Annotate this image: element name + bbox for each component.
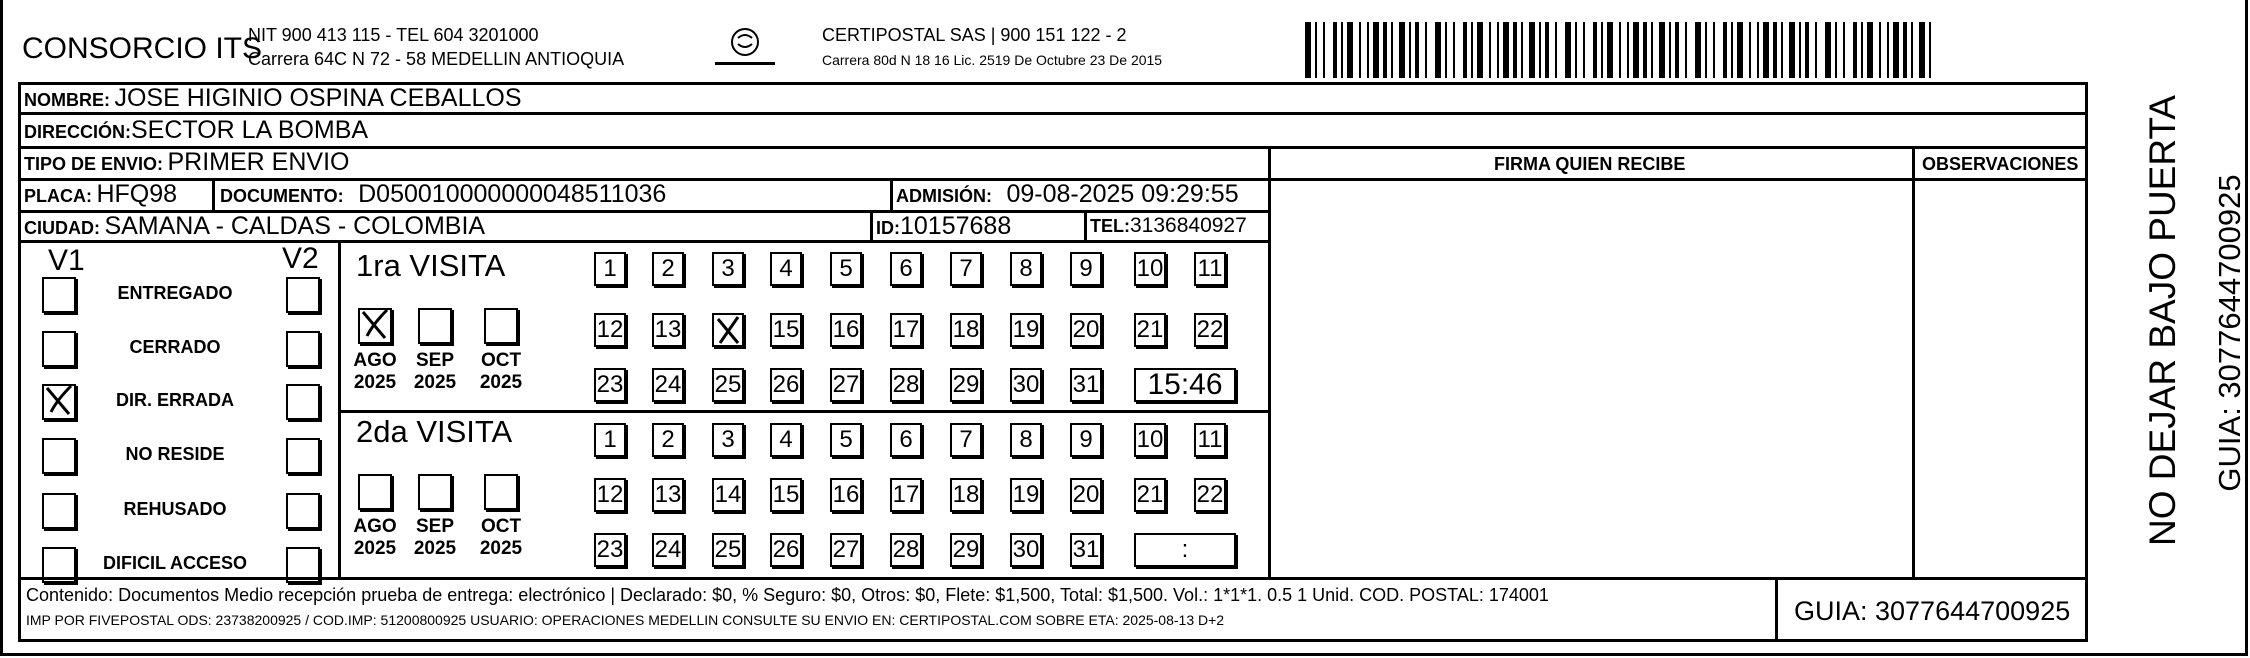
recipient-name: JOSE HIGINIO OSPINA CEBALLOS — [114, 84, 522, 112]
barcode-bar — [1675, 22, 1679, 78]
status-label: DIR. ERRADA — [115, 390, 234, 410]
barcode-bar — [1323, 22, 1325, 78]
visit1-day-box: 2 — [652, 252, 684, 286]
barcode-bar — [1893, 22, 1899, 78]
visit1-day-box: 21 — [1134, 313, 1166, 347]
visit1-day-box: 1 — [594, 252, 626, 286]
visit2-day-box: 8 — [1010, 423, 1042, 457]
v2-header: V2 — [282, 242, 319, 275]
barcode-bar — [1383, 22, 1387, 78]
visit2-day-box: 11 — [1194, 423, 1226, 457]
visit2-day-box: 23 — [594, 533, 626, 567]
barcode-bar — [1695, 22, 1701, 78]
visit2-title: 2da VISITA — [356, 414, 513, 449]
status-v2-checkbox — [286, 438, 320, 474]
visit2-day-box: 6 — [890, 423, 922, 457]
visit2-time-box: : — [1134, 533, 1236, 567]
visit2-day-box: 15 — [770, 478, 802, 512]
barcode-bar — [1781, 22, 1783, 78]
visit1-day-box: 29 — [950, 368, 982, 402]
signature-header: FIRMA QUIEN RECIBE — [1494, 154, 1686, 174]
name-row: NOMBRE: JOSE HIGINIO OSPINA CEBALLOS — [24, 84, 522, 112]
visit1-month-label: OCT — [480, 350, 522, 371]
visit2-day-box: 28 — [890, 533, 922, 567]
observations-header: OBSERVACIONES — [1922, 154, 2079, 174]
visit1-day-box: 9 — [1070, 252, 1102, 286]
barcode-bar — [1805, 22, 1809, 78]
barcode-bar — [1713, 22, 1715, 78]
visit1-day-box: 31 — [1070, 368, 1102, 402]
barcode-bar — [1757, 22, 1759, 78]
barcode-bar — [1565, 22, 1571, 78]
col-line — [870, 210, 873, 240]
barcode-bar — [1305, 22, 1311, 78]
visit2-day-box: 27 — [830, 533, 862, 567]
footer-guia: GUIA: 3077644700925 — [1794, 596, 2071, 626]
barcode-bar — [1749, 22, 1751, 78]
visit2-day-box: 19 — [1010, 478, 1042, 512]
barcode-bar — [1835, 22, 1837, 78]
barcode-bar — [1583, 22, 1585, 78]
col-line — [890, 178, 893, 210]
carrier-name: CERTIPOSTAL SAS | 900 151 122 - 2 — [822, 25, 1127, 45]
visit2-day-box: 9 — [1070, 423, 1102, 457]
side-guia: GUIA: 3077644700925 — [2212, 174, 2247, 492]
barcode-bar — [1367, 22, 1369, 78]
visit1-month-label: AGO — [353, 350, 397, 371]
visit1-year-label: 2025 — [479, 372, 523, 393]
col-line — [338, 240, 341, 577]
visit1-title: 1ra VISITA — [356, 248, 506, 283]
visit2-day-box: 18 — [950, 478, 982, 512]
visit1-day-marked — [712, 313, 744, 347]
visit1-day-box: 16 — [830, 313, 862, 347]
visit2-day-box: 30 — [1010, 533, 1042, 567]
visit1-day-box: 3 — [712, 252, 744, 286]
admission-cell: ADMISIÓN: 09-08-2025 09:29:55 — [896, 180, 1239, 208]
recipient-address: SECTOR LA BOMBA — [131, 116, 369, 144]
status-v1-checkbox — [42, 438, 76, 474]
status-v2-checkbox — [286, 331, 320, 367]
admission-value: 09-08-2025 09:29:55 — [1006, 180, 1239, 208]
col-line — [1912, 146, 1915, 577]
barcode-bar — [1879, 22, 1881, 78]
status-v1-checkbox — [42, 277, 76, 313]
barcode-bar — [1445, 22, 1447, 78]
visit2-day-box: 26 — [770, 533, 802, 567]
barcode-bar — [1685, 22, 1687, 78]
barcode-bar — [1521, 22, 1523, 78]
barcode-bar — [1843, 22, 1845, 78]
visit1-day-box: 19 — [1010, 313, 1042, 347]
v1-header: V1 — [48, 244, 85, 277]
visit1-day-box: 12 — [594, 313, 626, 347]
check-mark-icon — [357, 304, 397, 344]
barcode-bar — [1513, 22, 1517, 78]
visit1-day-box: 6 — [890, 252, 922, 286]
document-value: D050010000000048511036 — [358, 180, 667, 208]
visit2-day-box: 12 — [594, 478, 626, 512]
city-cell: CIUDAD: SAMANA - CALDAS - COLOMBIA — [24, 212, 486, 240]
visit1-month-checkbox — [418, 308, 452, 344]
visit1-day-box: 8 — [1010, 252, 1042, 286]
visit2-day-box: 25 — [712, 533, 744, 567]
barcode-bar — [1359, 22, 1361, 78]
visit2-day-box: 20 — [1070, 478, 1102, 512]
visit2-month-checkbox — [484, 474, 518, 510]
tel-value: 3136840927 — [1130, 214, 1247, 237]
barcode-bar — [1409, 22, 1411, 78]
visit2-day-box: 24 — [652, 533, 684, 567]
barcode-bar — [1415, 22, 1419, 78]
visit2-day-box: 2 — [652, 423, 684, 457]
col-line — [212, 178, 215, 210]
plate-value: HFQ98 — [96, 180, 178, 208]
barcode-bar — [1489, 22, 1491, 78]
visit1-day-box: 7 — [950, 252, 982, 286]
visit1-day-box: 5 — [830, 252, 862, 286]
barcode-bar — [1643, 22, 1647, 78]
certipostal-logo-icon — [705, 22, 785, 72]
visit2-day-box: 3 — [712, 423, 744, 457]
visit2-day-box: 1 — [594, 423, 626, 457]
barcode-bar — [1903, 22, 1907, 78]
visit1-day-box: 24 — [652, 368, 684, 402]
city-value: SAMANA - CALDAS - COLOMBIA — [104, 212, 486, 240]
barcode-bar — [1789, 22, 1795, 78]
barcode-bar — [1773, 22, 1777, 78]
barcode-bar — [1825, 22, 1831, 78]
status-v1-checkbox — [42, 493, 76, 529]
visit2-day-box: 10 — [1134, 423, 1166, 457]
visit2-day-box: 17 — [890, 478, 922, 512]
visit2-day-box: 7 — [950, 423, 982, 457]
barcode-bar — [1399, 22, 1405, 78]
barcode-bar — [1471, 22, 1473, 78]
plate-cell: PLACA: HFQ98 — [24, 180, 178, 208]
visit2-day-box: 13 — [652, 478, 684, 512]
barcode-bar — [1333, 22, 1337, 78]
barcode-bar — [1497, 22, 1499, 78]
barcode-bar — [1601, 22, 1603, 78]
visit1-day-box: 26 — [770, 368, 802, 402]
barcode-bar — [1373, 22, 1379, 78]
barcode-bar — [1347, 22, 1353, 78]
visit2-day-box: 4 — [770, 423, 802, 457]
footer-imp: IMP POR FIVEPOSTAL ODS: 23738200925 / COD.IMP: 51200800925 USUARIO: OPERACIONES MEDELLIN CONSULTE SU ENVIO EN: CERTIPOSTAL.COM SOBRE ETA: 2025-08-13 D+2 — [26, 612, 1225, 628]
visit1-day-box: 27 — [830, 368, 862, 402]
barcode-bar — [1737, 22, 1743, 78]
id-cell: ID:10157688 — [876, 212, 1012, 240]
status-v2-checkbox — [286, 277, 320, 313]
barcode-bar — [1799, 22, 1801, 78]
side-panel — [2100, 95, 2247, 565]
visit2-month-label: OCT — [480, 516, 522, 537]
col-line — [1775, 577, 1778, 642]
carrier-address: Carrera 80d N 18 16 Lic. 2519 De Octubre 23 De 2015 — [822, 52, 1163, 68]
visit2-month-label: AGO — [353, 516, 397, 537]
barcode-bar — [1705, 22, 1707, 78]
barcode-bar — [1619, 22, 1621, 78]
status-label: CERRADO — [129, 337, 221, 357]
visit2-day-box: 31 — [1070, 533, 1102, 567]
visit1-day-box: 13 — [652, 313, 684, 347]
barcode-bar — [1341, 22, 1343, 78]
tel-cell: TEL:3136840927 — [1090, 214, 1247, 237]
row-line — [338, 410, 1270, 413]
visit2-day-box: 21 — [1134, 478, 1166, 512]
barcode-bar — [1763, 22, 1769, 78]
status-v2-checkbox — [286, 547, 320, 583]
visit2-day-box: 14 — [712, 478, 744, 512]
barcode-bar — [1627, 22, 1629, 78]
visit1-month-checkbox — [484, 308, 518, 344]
company-address: Carrera 64C N 72 - 58 MEDELLIN ANTIOQUIA — [248, 49, 625, 69]
barcode-bar — [1731, 22, 1733, 78]
visit1-year-label: 2025 — [413, 372, 457, 393]
barcode-bar — [1853, 22, 1857, 78]
barcode-bar — [1919, 22, 1925, 78]
col-line — [1084, 210, 1087, 240]
status-label: REHUSADO — [123, 499, 227, 519]
visit2-day-box: 5 — [830, 423, 862, 457]
cross-mark-icon — [712, 313, 744, 347]
company-name: CONSORCIO ITS — [22, 32, 263, 65]
visit2-month-checkbox — [358, 474, 392, 510]
visit2-year-label: 2025 — [413, 538, 457, 559]
visit2-month-label: SEP — [415, 516, 455, 537]
barcode-bar — [1529, 22, 1535, 78]
col-line — [1268, 146, 1271, 577]
document-cell: DOCUMENTO: D050010000000048511036 — [220, 180, 667, 208]
barcode-bar — [1607, 22, 1613, 78]
visit1-month-label: SEP — [415, 350, 455, 371]
barcode-bar — [1425, 22, 1427, 78]
barcode-bar — [1867, 22, 1873, 78]
send-type: PRIMER ENVIO — [167, 148, 350, 176]
barcode-bar — [1929, 22, 1931, 78]
visit1-day-box: 23 — [594, 368, 626, 402]
send-type-row: TIPO DE ENVIO: PRIMER ENVIO — [24, 148, 350, 176]
barcode-bar — [1911, 22, 1913, 78]
barcode-bar — [1315, 22, 1317, 78]
visit1-month-checkbox — [358, 308, 392, 344]
barcode-bar — [1593, 22, 1597, 78]
side-warning: NO DEJAR BAJO PUERTA — [2142, 95, 2183, 546]
status-v1-checkbox — [42, 384, 76, 420]
barcode-bar — [1477, 22, 1483, 78]
barcode-bar — [1575, 22, 1577, 78]
visit1-day-box: 20 — [1070, 313, 1102, 347]
barcode-bar — [1539, 22, 1541, 78]
barcode-bar — [1723, 22, 1727, 78]
visit1-day-box: 15 — [770, 313, 802, 347]
barcode — [1305, 22, 1941, 78]
visit1-day-box: 30 — [1010, 368, 1042, 402]
status-v2-checkbox — [286, 493, 320, 529]
visit1-day-box: 28 — [890, 368, 922, 402]
visit1-time-box: 15:46 — [1134, 368, 1236, 402]
barcode-bar — [1463, 22, 1467, 78]
barcode-bar — [1651, 22, 1653, 78]
id-value: 10157688 — [900, 212, 1012, 240]
visit1-day-box: 25 — [712, 368, 744, 402]
visit2-year-label: 2025 — [479, 538, 523, 559]
check-mark-icon — [41, 380, 81, 420]
barcode-bar — [1555, 22, 1557, 78]
barcode-bar — [1861, 22, 1863, 78]
barcode-bar — [1545, 22, 1549, 78]
visit2-month-checkbox — [418, 474, 452, 510]
visit1-day-box: 22 — [1194, 313, 1226, 347]
barcode-bar — [1815, 22, 1817, 78]
row-line — [1270, 178, 2088, 181]
footer-content: Contenido: Documentos Medio recepción prueba de entrega: electrónico | Declarado: $0, % Seguro: $0, Otros: $0, Flete: $1,500, Total: $1,500. Vol.: 1*1*1. 0.5 1 Unid. COD. POSTAL: 174001 — [26, 585, 1549, 605]
status-v2-checkbox — [286, 384, 320, 420]
visit1-day-box: 18 — [950, 313, 982, 347]
visit2-day-box: 22 — [1194, 478, 1226, 512]
status-v1-checkbox — [42, 331, 76, 367]
barcode-bar — [1659, 22, 1665, 78]
visit2-day-box: 29 — [950, 533, 982, 567]
barcode-bar — [1503, 22, 1509, 78]
barcode-bar — [1633, 22, 1639, 78]
barcode-bar — [1887, 22, 1889, 78]
barcode-bar — [1669, 22, 1671, 78]
address-row: DIRECCIÓN:SECTOR LA BOMBA — [24, 116, 369, 144]
status-label: NO RESIDE — [125, 444, 225, 464]
visit2-day-box: 16 — [830, 478, 862, 512]
visit1-day-box: 11 — [1194, 252, 1226, 286]
barcode-bar — [1391, 22, 1393, 78]
visit1-year-label: 2025 — [353, 372, 397, 393]
visit1-day-box: 17 — [890, 313, 922, 347]
visit1-day-box: 4 — [770, 252, 802, 286]
visit1-day-box: 10 — [1134, 252, 1166, 286]
company-nit: NIT 900 413 115 - TEL 604 3201000 — [248, 25, 539, 45]
visit2-year-label: 2025 — [353, 538, 397, 559]
status-label: ENTREGADO — [117, 283, 233, 303]
barcode-bar — [1435, 22, 1441, 78]
status-label: DIFICIL ACCESO — [102, 553, 247, 573]
status-v1-checkbox — [42, 547, 76, 583]
barcode-bar — [1453, 22, 1455, 78]
